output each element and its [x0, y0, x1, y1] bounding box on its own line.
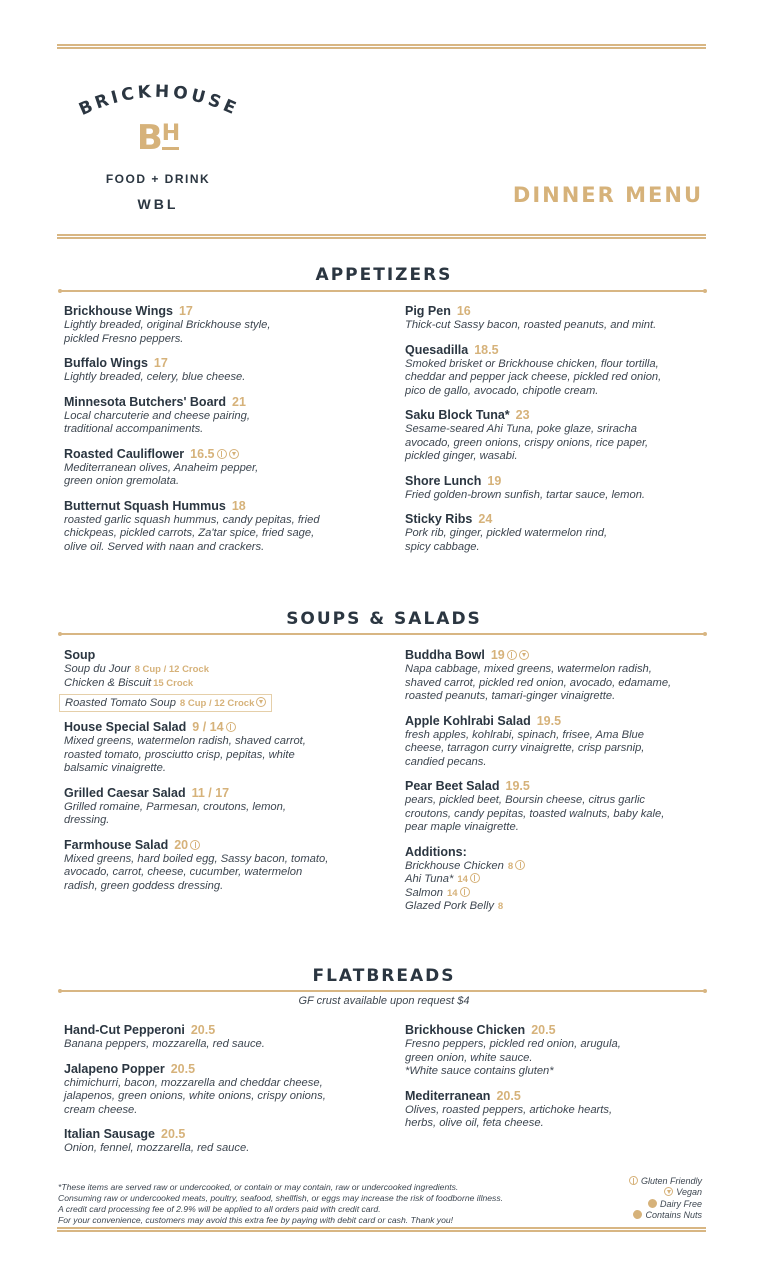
item-name-row [64, 447, 384, 462]
item-price: 19 [487, 473, 502, 488]
item-description: croutons, candy pepitas, toasted walnuts, baby kale, [405, 807, 665, 820]
item-description: Onion, fennel, mozzarella, red sauce. [64, 1142, 250, 1154]
legend-label: Contains Nuts [645, 1209, 702, 1220]
vegan-icon [256, 697, 266, 707]
item-description: spicy cabbage. [405, 540, 480, 553]
item-price: 19.5 [505, 779, 530, 793]
soup-line: Soup du Jour 8 Cup / 12 Crock [64, 663, 210, 675]
item-description: avocado, carrot, cheese, cucumber, watermelon [64, 866, 303, 878]
item-description: roasted peanuts, tamari-ginger vinaigrette. [405, 690, 616, 702]
item-name: Hand-Cut Pepperoni [64, 1023, 185, 1037]
footer-line: A credit card processing fee of 2.9% will be applied to all orders paid with credit card. [58, 1204, 381, 1214]
item-price: 19.5 [536, 713, 562, 728]
item-price: 20.5 [170, 1061, 196, 1076]
item-name-row [64, 1062, 384, 1077]
item-name-row [64, 356, 384, 371]
item-name-row [64, 395, 384, 410]
item-description: pickled ginger, wasabi. [405, 450, 518, 462]
item-price: 20.5 [531, 1023, 556, 1037]
item-description: Smoked brisket or Brickhouse chicken, flour tortilla, [405, 357, 659, 370]
gluten-friendly-icon [629, 1176, 638, 1185]
soup-line: Chicken & Biscuit 15 Crock [64, 676, 194, 689]
menu-item [405, 1023, 715, 1079]
menu-item-soup [64, 648, 384, 720]
item-price: 20.5 [190, 1023, 216, 1037]
item-name-row [64, 499, 384, 514]
gluten-friendly-icon [217, 449, 227, 459]
item-name: Shore Lunch [405, 473, 482, 488]
item-name-row [405, 1023, 715, 1038]
item-name-row [405, 474, 715, 489]
item-description: Fried golden-brown sunfish, tartar sauce, lemon. [405, 488, 646, 501]
item-name: Grilled Caesar Salad [64, 785, 186, 800]
item-description: pears, pickled beet, Boursin cheese, citrus garlic [405, 794, 646, 806]
menu-item [405, 474, 715, 503]
item-name: Butternut Squash Hummus [64, 498, 226, 513]
addition-price: 8 [507, 860, 514, 872]
top-double-rule [57, 44, 706, 49]
menu-item [405, 304, 715, 333]
item-description: Sesame-seared Ahi Tuna, poke glaze, sriracha [405, 423, 637, 435]
gluten-friendly-icon [507, 650, 517, 660]
flatbreads-note: GF crust available upon request $4 [298, 995, 470, 1007]
item-description: balsamic vinaigrette. [64, 762, 166, 774]
item-description: Lightly breaded, original Brickhouse style, [64, 319, 271, 331]
section-rule-appetizers [60, 290, 705, 292]
item-name-row [405, 343, 715, 358]
item-description: candied pecans. [405, 755, 487, 768]
item-price: 16 [456, 304, 471, 318]
legend-label: Dairy Free [659, 1198, 702, 1209]
footer-line: Consuming raw or undercooked meats, poultry, seafood, shellfish, or eggs may increase the risk of foodborne illness. [58, 1193, 504, 1203]
item-description: roasted garlic squash hummus, candy pepitas, fried [64, 513, 320, 526]
item-name: Quesadilla [405, 342, 469, 357]
menu-item [64, 395, 384, 437]
item-price: 18.5 [474, 342, 499, 357]
legend-item [627, 1187, 702, 1198]
item-name-row [64, 838, 384, 853]
addition-label: Brickhouse Chicken [405, 859, 504, 872]
gluten-friendly-icon [470, 873, 480, 883]
item-name-row [405, 779, 715, 794]
item-price: 18 [231, 498, 246, 513]
item-price: 9 / 14 [192, 720, 224, 734]
menu-item [64, 356, 384, 385]
vegan-icon [664, 1187, 673, 1196]
item-description: Lightly breaded, celery, blue cheese. [64, 371, 246, 383]
appetizers-left-column [64, 304, 384, 564]
item-description: cream cheese. [64, 1103, 138, 1116]
vegan-icon [229, 449, 239, 459]
item-name: House Special Salad [64, 720, 187, 734]
section-title-appetizers: APPETIZERS [315, 265, 453, 285]
item-description: Grilled romaine, Parmesan, croutons, lemon, [64, 800, 286, 813]
item-price: 17 [178, 304, 193, 318]
legend-label: Vegan [676, 1187, 702, 1198]
footer-line: For your convenience, customers may avoid this extra fee by paying with debit card or cash. Thank you! [58, 1215, 454, 1225]
item-name: Pig Pen [405, 304, 451, 318]
gluten-friendly-icon [460, 887, 470, 897]
item-price: 24 [478, 512, 493, 526]
menu-item [405, 408, 715, 464]
flatbreads-right-column [405, 1023, 715, 1141]
appetizers-right-column [405, 304, 715, 564]
logo-mark: BH [136, 118, 180, 158]
item-name: Roasted Cauliflower [64, 446, 185, 461]
item-name-row [64, 304, 384, 319]
addition-item [405, 860, 715, 874]
addition-item [405, 873, 715, 887]
item-description: green onion gremolata. [64, 475, 180, 487]
menu-item [64, 786, 384, 828]
addition-label: Glazed Pork Belly [405, 900, 494, 912]
addition-label: Salmon [405, 886, 443, 899]
item-name-row [405, 512, 715, 527]
menu-item [405, 714, 715, 770]
featured-soup-box: Roasted Tomato Soup 8 Cup / 12 Crock [59, 694, 272, 712]
brand-logo [58, 78, 258, 212]
item-description: Mediterranean olives, Anaheim pepper, [64, 461, 259, 474]
item-price: 17 [153, 356, 168, 370]
dietary-legend [627, 1176, 702, 1221]
item-name-row [405, 714, 715, 729]
item-description: olive oil. Served with naan and crackers. [64, 540, 265, 553]
item-description: Banana peppers, mozzarella, red sauce. [64, 1038, 265, 1050]
item-description: roasted tomato, prosciutto crisp, pepitas, white [64, 748, 295, 761]
menu-item [64, 838, 384, 894]
item-name-row [405, 408, 715, 423]
menu-item [405, 779, 715, 835]
gluten-friendly-icon [226, 722, 236, 732]
item-name: Sticky Ribs [405, 512, 473, 526]
item-name-row [64, 1023, 384, 1038]
item-description: Napa cabbage, mixed greens, watermelon radish, [405, 663, 652, 675]
item-description: *White sauce contains gluten* [405, 1065, 554, 1077]
menu-item [405, 343, 715, 399]
item-description: Mixed greens, hard boiled egg, Sassy bacon, tomato, [64, 852, 329, 865]
item-description: herbs, olive oil, feta cheese. [405, 1117, 544, 1129]
item-name: Buffalo Wings [64, 356, 148, 370]
menu-item [64, 720, 384, 776]
item-description: chimichurri, bacon, mozzarella and cheddar cheese, [64, 1076, 323, 1089]
item-name: Soup [64, 648, 96, 662]
item-description: traditional accompaniments. [64, 423, 204, 435]
item-name-row [405, 648, 715, 663]
addition-label: Ahi Tuna* [405, 873, 454, 885]
item-price: 19 [490, 648, 505, 662]
legend-label: Gluten Friendly [640, 1176, 702, 1186]
additions-block [405, 845, 715, 914]
item-price: 23 [515, 408, 530, 422]
item-name: Brickhouse Chicken [405, 1023, 526, 1037]
vegan-icon [519, 650, 529, 660]
item-price: 16.5 [190, 446, 215, 461]
menu-item [405, 648, 715, 704]
addition-price: 8 [497, 901, 504, 912]
item-name: Apple Kohlrabi Salad [405, 713, 531, 728]
item-name: Pear Beet Salad [405, 779, 500, 793]
item-description: pickled Fresno peppers. [64, 332, 184, 345]
menu-item [405, 512, 715, 554]
item-description: Fresno peppers, pickled red onion, arugula, [405, 1038, 621, 1050]
logo-tagline: FOOD + DRINK [105, 172, 211, 186]
item-description: Local charcuterie and cheese pairing, [64, 409, 250, 422]
item-price: 21 [232, 394, 246, 409]
item-description: green onion, white sauce. [405, 1051, 533, 1064]
item-name: Saku Block Tuna* [405, 408, 510, 422]
gluten-friendly-icon [515, 860, 525, 870]
section-rule-soups-salads [60, 633, 705, 635]
addition-item [405, 887, 715, 901]
menu-item [64, 1023, 384, 1052]
item-name-row [64, 786, 384, 801]
additions-title: Additions: [405, 844, 467, 859]
item-description: Mixed greens, watermelon radish, shaved carrot, [64, 735, 306, 747]
item-name-row [405, 304, 715, 319]
menu-item [64, 447, 384, 489]
item-description: pico de gallo, avocado, chipotle cream. [405, 384, 599, 397]
item-description: chickpeas, pickled carrots, Za'tar spice, fried sage, [64, 527, 315, 539]
item-name-row [405, 1089, 715, 1104]
item-description: dressing. [64, 814, 110, 826]
footer-line: *These items are served raw or undercooked, or contain or may contain, raw or undercooked ingredients. [58, 1182, 459, 1192]
header-double-rule [57, 234, 706, 239]
addition-price: 14 [457, 874, 468, 885]
menu-item [64, 304, 384, 346]
bottom-double-rule [57, 1227, 706, 1232]
footer-disclaimer [58, 1182, 503, 1226]
svg-text:BRICKHOUSE: BRICKHOUSE [76, 81, 242, 121]
flatbreads-left-column [64, 1023, 384, 1166]
item-name: Farmhouse Salad [64, 837, 169, 852]
section-title-soups-salads: SOUPS & SALADS [286, 609, 482, 629]
legend-item [627, 1199, 702, 1210]
item-price: 11 / 17 [191, 785, 230, 800]
legend-item [627, 1210, 702, 1221]
item-name: Brickhouse Wings [64, 304, 173, 318]
item-description: pear maple vinaigrette. [405, 821, 519, 833]
item-description: jalapenos, green onions, white onions, crispy onions, [64, 1090, 326, 1102]
item-description: cheese, tarragon curry vinaigrette, crisp parsnip, [405, 742, 645, 754]
item-description: Olives, roasted peppers, artichoke hearts, [405, 1103, 613, 1116]
item-description: Pork rib, ginger, pickled watermelon rind, [405, 527, 608, 539]
item-description: fresh apples, kohlrabi, spinach, frisee, Ama Blue [405, 728, 644, 741]
item-name: Italian Sausage [64, 1127, 156, 1141]
item-price: 20 [174, 837, 189, 852]
item-price: 20.5 [496, 1088, 521, 1103]
dairy-free-icon [648, 1199, 657, 1208]
item-description: avocado, green onions, crispy onions, rice paper, [405, 436, 649, 449]
item-description: radish, green goddess dressing. [64, 879, 224, 892]
item-description: shaved carrot, pickled red onion, avocado, edamame, [405, 676, 672, 689]
item-name: Minnesota Butchers' Board [64, 394, 227, 409]
contains-nuts-icon [633, 1210, 642, 1219]
menu-item [64, 499, 384, 555]
item-name-row [64, 720, 384, 735]
menu-item [405, 1089, 715, 1131]
item-name: Mediterranean [405, 1088, 491, 1103]
logo-location: WBL [137, 196, 179, 212]
item-name: Jalapeno Popper [64, 1061, 165, 1076]
legend-item [627, 1176, 702, 1187]
soups-salads-right-column [405, 648, 715, 924]
section-rule-flatbreads [60, 990, 705, 992]
item-price: 20.5 [161, 1127, 186, 1141]
addition-price: 14 [446, 887, 458, 899]
soups-salads-left-column [64, 648, 384, 903]
gluten-friendly-icon [190, 840, 200, 850]
section-title-flatbreads: FLATBREADS [312, 966, 456, 986]
item-name-row [64, 1127, 384, 1142]
item-name: Buddha Bowl [405, 648, 485, 662]
item-description: Thick-cut Sassy bacon, roasted peanuts, and mint. [405, 319, 657, 331]
menu-item [64, 1127, 384, 1156]
addition-item [405, 900, 715, 914]
menu-title: DINNER MENU [512, 183, 703, 207]
menu-item [64, 1062, 384, 1118]
item-description: cheddar and pepper jack cheese, pickled red onion, [405, 371, 662, 383]
